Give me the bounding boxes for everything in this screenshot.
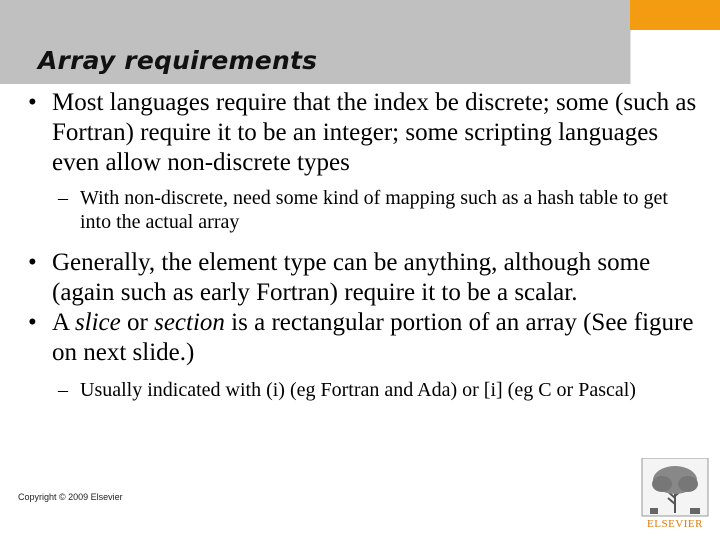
bullet-text-part: is a rectangular portion of an array (See figure on next slide.) [52, 309, 694, 366]
elsevier-wordmark: ELSEVIER [647, 518, 703, 530]
copyright-notice: Copyright © 2009 Elsevier [18, 492, 123, 502]
bullet-marker: • [28, 249, 37, 276]
slide-title: Array requirements [38, 46, 318, 75]
sub-bullet-text: With non-discrete, need some kind of mapping such as a hash table to get into the actual array [80, 187, 668, 233]
bullet-text: Generally, the element type can be anything, although some (again such as early Fortran) require it to be a scalar. [52, 249, 651, 306]
sub-bullet-item [0, 186, 700, 234]
sub-bullet-marker: – [58, 379, 68, 401]
slide-content [0, 88, 700, 402]
sub-bullet-text: Usually indicated with (i) (eg Fortran and Ada) or [i] (eg C or Pascal) [80, 379, 636, 401]
bullet-item [0, 308, 700, 368]
bullet-text: Most languages require that the index be discrete; some (such as Fortran) require it to be an integer; some scripting languages even allow non-discrete types [52, 89, 697, 176]
bullet-text-part: or [120, 309, 155, 336]
accent-bar [630, 0, 720, 30]
sub-bullet-item [0, 378, 700, 402]
sub-bullet-marker: – [58, 187, 68, 209]
slice-term: slice [74, 309, 121, 336]
bullet-marker: • [28, 309, 37, 336]
bullet-item [0, 88, 700, 178]
bullet-item [0, 248, 700, 308]
bullet-marker: • [28, 89, 37, 116]
section-term: section [154, 309, 225, 336]
accent-block [630, 30, 720, 84]
bullet-text-part: A [52, 309, 75, 336]
